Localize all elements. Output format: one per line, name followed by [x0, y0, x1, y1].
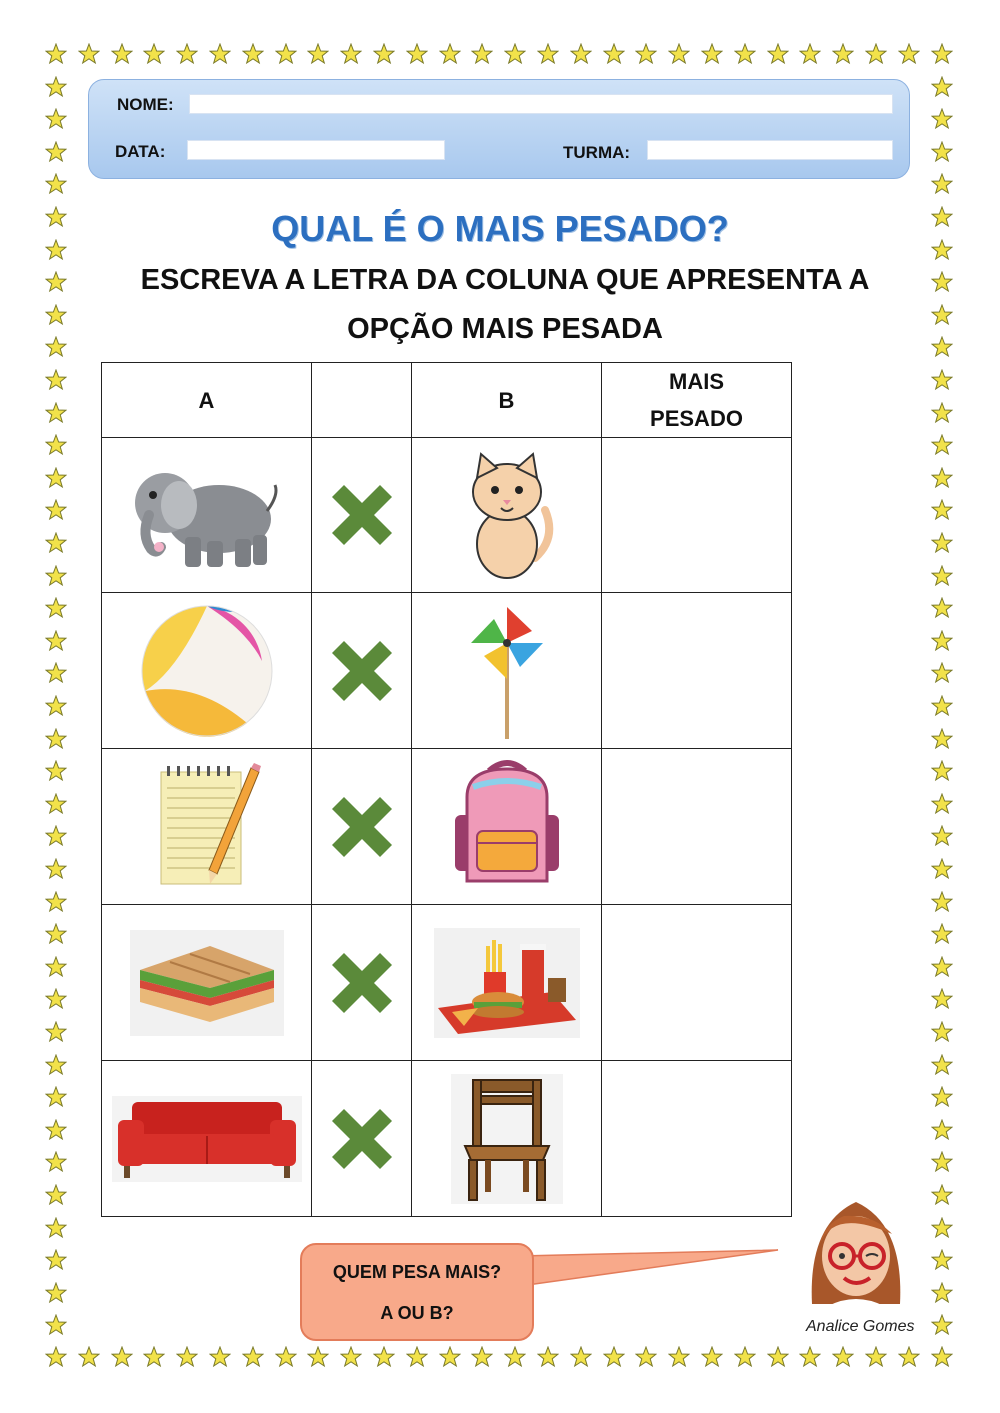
star-icon: [176, 1346, 198, 1368]
star-icon: [832, 43, 854, 65]
star-icon: [45, 597, 67, 619]
star-icon: [931, 108, 953, 130]
star-icon: [373, 43, 395, 65]
page-title: QUAL É O MAIS PESADO?: [271, 208, 729, 249]
star-icon: [45, 271, 67, 293]
star-icon: [931, 141, 953, 163]
instruction-line-1: ESCREVA A LETRA DA COLUNA QUE APRESENTA A: [140, 264, 870, 296]
star-icon: [471, 43, 493, 65]
star-icon: [504, 1346, 526, 1368]
star-icon: [931, 271, 953, 293]
star-icon: [45, 630, 67, 652]
speech-bubble: [300, 1243, 534, 1341]
star-icon: [176, 43, 198, 65]
star-icon: [931, 43, 953, 65]
star-icon: [668, 1346, 690, 1368]
notepad-pencil-icon: [147, 762, 267, 892]
star-icon: [668, 43, 690, 65]
star-icon: [45, 858, 67, 880]
star-icon: [373, 1346, 395, 1368]
star-icon: [45, 728, 67, 750]
star-icon: [45, 1282, 67, 1304]
column-header-heavier: [602, 363, 792, 438]
name-label: NOME:: [117, 95, 174, 114]
star-icon: [570, 1346, 592, 1368]
star-icon: [307, 1346, 329, 1368]
star-icon: [45, 1054, 67, 1076]
star-icon: [242, 1346, 264, 1368]
star-icon: [931, 793, 953, 815]
comparison-table: [101, 362, 792, 1217]
star-icon: [931, 173, 953, 195]
star-icon: [143, 1346, 165, 1368]
star-icon: [242, 43, 264, 65]
table-row: [102, 438, 792, 593]
cross-icon: [322, 475, 402, 555]
table-row: [102, 749, 792, 905]
star-icon: [931, 1249, 953, 1271]
chair-icon: [451, 1074, 563, 1204]
star-icon: [406, 43, 428, 65]
star-icon: [931, 1184, 953, 1206]
star-icon: [931, 630, 953, 652]
star-icon: [898, 43, 920, 65]
star-icon: [734, 1346, 756, 1368]
star-icon: [701, 43, 723, 65]
star-icon: [45, 988, 67, 1010]
star-icon: [275, 1346, 297, 1368]
star-icon: [45, 336, 67, 358]
table-row: [102, 593, 792, 749]
star-icon: [45, 793, 67, 815]
star-icon: [45, 43, 67, 65]
star-icon: [45, 1346, 67, 1368]
bubble-line-2: A OU B?: [380, 1303, 454, 1323]
star-icon: [307, 43, 329, 65]
star-icon: [45, 565, 67, 587]
star-icon: [832, 1346, 854, 1368]
star-icon: [45, 825, 67, 847]
option-b-cell: [412, 593, 602, 749]
option-a-cell: [102, 749, 312, 905]
star-icon: [931, 1346, 953, 1368]
versus-cell: [312, 593, 412, 749]
cross-icon: [322, 787, 402, 867]
star-icon: [406, 1346, 428, 1368]
star-icon: [537, 43, 559, 65]
student-info-box: [88, 79, 910, 179]
star-icon: [45, 891, 67, 913]
date-field[interactable]: [187, 140, 445, 160]
star-icon: [865, 43, 887, 65]
versus-cell: [312, 749, 412, 905]
star-icon: [799, 43, 821, 65]
star-icon: [931, 923, 953, 945]
star-icon: [931, 1021, 953, 1043]
star-icon: [209, 43, 231, 65]
star-icon: [931, 1314, 953, 1336]
sofa-icon: [112, 1096, 302, 1182]
star-icon: [45, 1184, 67, 1206]
star-icon: [767, 1346, 789, 1368]
star-icon: [931, 336, 953, 358]
option-b-cell: [412, 1061, 602, 1217]
star-icon: [275, 43, 297, 65]
star-icon: [931, 891, 953, 913]
star-icon: [78, 43, 100, 65]
star-icon: [931, 695, 953, 717]
sandwich-icon: [130, 930, 284, 1036]
column-header-a: A: [102, 363, 312, 438]
star-icon: [471, 1346, 493, 1368]
star-icon: [45, 760, 67, 782]
star-icon: [45, 1151, 67, 1173]
star-icon: [439, 43, 461, 65]
star-icon: [931, 1119, 953, 1141]
star-icon: [931, 304, 953, 326]
option-b-cell: [412, 905, 602, 1061]
star-icon: [45, 1314, 67, 1336]
option-a-cell: [102, 438, 312, 593]
star-icon: [931, 956, 953, 978]
star-icon: [45, 1217, 67, 1239]
star-icon: [931, 499, 953, 521]
star-icon: [111, 1346, 133, 1368]
star-icon: [931, 760, 953, 782]
star-icon: [603, 43, 625, 65]
star-icon: [209, 1346, 231, 1368]
star-icon: [45, 304, 67, 326]
star-icon: [931, 532, 953, 554]
star-icon: [111, 43, 133, 65]
star-icon: [45, 532, 67, 554]
star-icon: [45, 1249, 67, 1271]
versus-cell: [312, 438, 412, 593]
star-icon: [701, 1346, 723, 1368]
star-icon: [931, 402, 953, 424]
class-label: TURMA:: [563, 143, 631, 162]
answer-cell[interactable]: [602, 749, 792, 905]
answer-cell[interactable]: [602, 1061, 792, 1217]
star-icon: [603, 1346, 625, 1368]
star-icon: [931, 1217, 953, 1239]
star-icon: [931, 1151, 953, 1173]
cross-icon: [322, 631, 402, 711]
option-a-cell: [102, 1061, 312, 1217]
star-icon: [45, 108, 67, 130]
star-icon: [635, 43, 657, 65]
fast-food-tray-icon: [434, 928, 580, 1038]
star-icon: [45, 173, 67, 195]
star-icon: [931, 1054, 953, 1076]
star-icon: [734, 43, 756, 65]
star-icon: [931, 565, 953, 587]
date-label: DATA:: [115, 142, 166, 161]
star-icon: [45, 695, 67, 717]
star-icon: [45, 467, 67, 489]
star-icon: [45, 1086, 67, 1108]
star-icon: [898, 1346, 920, 1368]
star-icon: [45, 923, 67, 945]
star-icon: [439, 1346, 461, 1368]
versus-cell: [312, 1061, 412, 1217]
star-icon: [45, 402, 67, 424]
star-icon: [931, 858, 953, 880]
star-icon: [931, 76, 953, 98]
star-icon: [45, 499, 67, 521]
star-icon: [635, 1346, 657, 1368]
beach-ball-icon: [137, 601, 277, 741]
star-icon: [799, 1346, 821, 1368]
star-icon: [865, 1346, 887, 1368]
name-field[interactable]: [189, 94, 893, 114]
star-icon: [931, 988, 953, 1010]
star-icon: [45, 1119, 67, 1141]
star-icon: [45, 662, 67, 684]
speech-bubble-tail: [520, 1246, 782, 1296]
star-icon: [931, 467, 953, 489]
star-icon: [340, 1346, 362, 1368]
star-icon: [931, 1086, 953, 1108]
star-icon: [340, 43, 362, 65]
star-icon: [931, 597, 953, 619]
star-icon: [78, 1346, 100, 1368]
column-header-vs: [312, 363, 412, 438]
star-icon: [504, 43, 526, 65]
star-icon: [767, 43, 789, 65]
bubble-line-1: QUEM PESA MAIS?: [332, 1262, 502, 1282]
backpack-icon: [449, 757, 565, 897]
table-row: [102, 905, 792, 1061]
star-icon: [45, 1021, 67, 1043]
star-icon: [931, 434, 953, 456]
star-icon: [570, 43, 592, 65]
star-icon: [45, 76, 67, 98]
star-icon: [931, 728, 953, 750]
answer-cell[interactable]: [602, 593, 792, 749]
star-icon: [45, 369, 67, 391]
answer-cell[interactable]: [602, 905, 792, 1061]
cross-icon: [322, 1099, 402, 1179]
star-icon: [45, 434, 67, 456]
option-a-cell: [102, 905, 312, 1061]
pinwheel-icon: [462, 601, 552, 741]
author-signature: Analice Gomes: [806, 1318, 915, 1335]
header-heavier-line-2: PESADO: [650, 406, 743, 431]
star-icon: [931, 369, 953, 391]
header-heavier-line-1: MAIS: [669, 369, 724, 394]
option-b-cell: [412, 749, 602, 905]
star-icon: [931, 825, 953, 847]
star-icon: [537, 1346, 559, 1368]
instruction-line-2: OPÇÃO MAIS PESADA: [347, 313, 663, 345]
avatar: [804, 1194, 908, 1314]
class-field[interactable]: [647, 140, 893, 160]
column-header-b: B: [412, 363, 602, 438]
star-icon: [45, 956, 67, 978]
star-icon: [143, 43, 165, 65]
option-b-cell: [412, 438, 602, 593]
answer-cell[interactable]: [602, 438, 792, 593]
star-icon: [931, 662, 953, 684]
versus-cell: [312, 905, 412, 1061]
cross-icon: [322, 943, 402, 1023]
elephant-icon: [127, 455, 287, 575]
cat-icon: [457, 448, 557, 583]
table-row: [102, 1061, 792, 1217]
option-a-cell: [102, 593, 312, 749]
star-icon: [45, 141, 67, 163]
star-icon: [931, 1282, 953, 1304]
